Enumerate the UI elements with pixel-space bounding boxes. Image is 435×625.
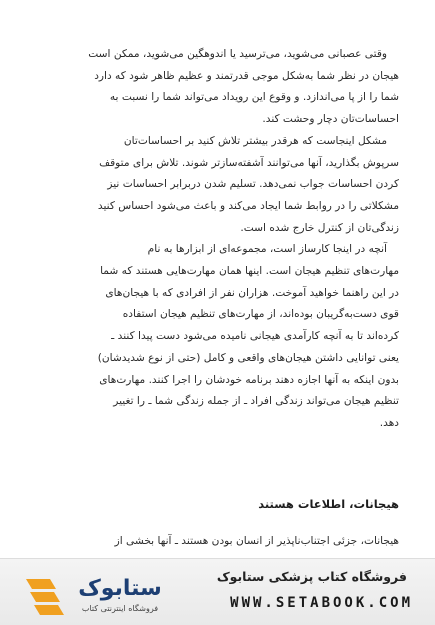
- shop-url[interactable]: WWW.SETABOOK.COM: [230, 595, 413, 611]
- text-line: هیجان در نظر شما به‌شکل موجی قدرتمند و عظیم ظاهر شود که دارد: [94, 69, 399, 82]
- paragraph: [36, 44, 399, 131]
- text-line: شما را از پا می‌اندازد. و وقوع این رویداد می‌تواند شما را نسبت به: [109, 91, 399, 104]
- text-line: کردن احساسات جواب نمی‌دهد. تسلیم شدن دربرابر احساسات نیز: [107, 178, 399, 191]
- text-line: کرده‌اند تا به آنچه کارآمدی هیجانی نامیده می‌شود دست پیدا کنند ـ: [111, 330, 399, 343]
- text-line: مهارت‌های تنظیم هیجان است. اینها همان مهارت‌هایی هستند که شما: [100, 265, 399, 278]
- section-heading: هیجانات، اطلاعات هستند: [258, 497, 399, 511]
- text-line: وقتی عصبانی می‌شوید، می‌ترسید یا اندوهگین می‌شوید، ممکن است: [88, 48, 387, 60]
- logo-stripe-bottom: [34, 605, 64, 615]
- body-text: [36, 44, 399, 435]
- text-line: سرپوش بگذارید، آنها می‌توانند آشفته‌سازتر شوند. تلاش برای متوقف: [99, 156, 399, 169]
- text-line: قوی دست‌به‌گریبان بوده‌اند، از مهارت‌های تنظیم هیجان استفاده: [122, 308, 399, 321]
- text-line: مشکلاتی را در روابط شما ایجاد می‌کند و باعث می‌شود احساس کنید: [97, 199, 399, 212]
- logo-text: ستابوک: [78, 576, 162, 601]
- paragraph: [36, 239, 399, 434]
- text-line: بدون اینکه به آنها اجازه دهند برنامه خودشان را اجرا کنند. مهارت‌های: [99, 373, 399, 386]
- setabook-logo: [14, 565, 164, 621]
- section-first-line: هیجانات، جزئی اجتناب‌ناپذیر از انسان بودن هستند ـ آنها بخشی از: [114, 535, 399, 547]
- watermark-footer: [0, 558, 435, 625]
- text-line: تنظیم هیجان می‌تواند زندگی افراد ـ از جمله زندگی شما ـ را تغییر: [113, 395, 399, 408]
- paragraph: [36, 131, 399, 240]
- text-line: در این راهنما خواهید آموخت. هزاران نفر از افرادی که با هیجان‌های: [105, 286, 399, 299]
- text-line: مشکل اینجاست که هرقدر بیشتر تلاش کنید بر احساسات‌تان: [123, 134, 387, 147]
- text-line: یعنی توانایی داشتن هیجان‌های واقعی و کامل (حتی از نوع شدیدشان): [97, 351, 399, 364]
- text-line: زندگی‌تان از کنترل خارج شده است.: [240, 221, 399, 234]
- logo-subtext: فروشگاه اینترنتی کتاب: [81, 604, 159, 613]
- logo-stripe-top: [26, 579, 56, 589]
- text-line: آنچه در اینجا کارساز است، مجموعه‌ای از ابزارها به نام: [147, 243, 387, 256]
- shop-title: فروشگاه کتاب پزشکی ستابوک: [216, 569, 407, 584]
- logo-stripe-mid: [30, 592, 60, 602]
- text-line: دهد.: [379, 416, 399, 429]
- text-line: احساسات‌تان دچار وحشت کند.: [262, 113, 399, 126]
